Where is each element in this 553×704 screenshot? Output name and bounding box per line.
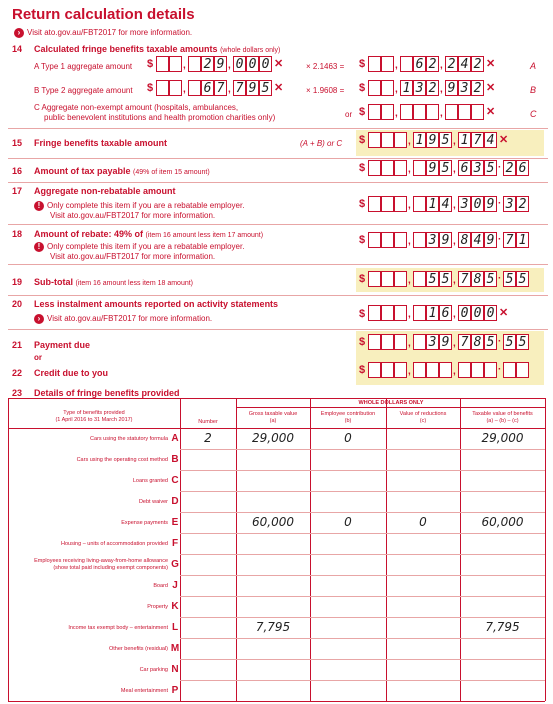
row-label: Debt waiver: [138, 499, 168, 505]
row-label: Loans granted: [132, 478, 168, 484]
thousands-separator: ,: [453, 236, 456, 247]
dollar-sign: $: [147, 58, 154, 70]
row-label: Cars using the operating cost method: [76, 457, 168, 463]
q17-number: 17: [12, 186, 23, 196]
row-label: Cars using the statutory formula: [90, 436, 168, 442]
digit-box[interactable]: 1: [413, 132, 426, 148]
row-label: Car parking: [139, 667, 168, 673]
q18-number: 18: [12, 229, 23, 239]
q19-label: Sub-total (item 16 amount less item 18 amount): [34, 277, 194, 287]
thousands-separator: ,: [408, 275, 411, 286]
row-letter: N: [171, 664, 179, 675]
thousands-separator: ,: [453, 164, 456, 175]
digit-box[interactable]: 5: [484, 334, 497, 350]
cents-box[interactable]: 6: [516, 160, 529, 176]
digit-box[interactable]: 5: [259, 80, 272, 96]
thousands-separator: ,: [440, 108, 443, 119]
table-cell-taxable[interactable]: 7,795: [485, 620, 520, 634]
digit-box[interactable]: [381, 132, 394, 148]
digit-box[interactable]: 9: [484, 232, 497, 248]
cross-mark-icon: ✕: [274, 82, 284, 94]
cents-box[interactable]: 2: [516, 196, 529, 212]
dollar-sign: $: [359, 308, 366, 320]
digit-box[interactable]: [381, 56, 394, 72]
decimal-point: ·: [498, 364, 502, 375]
or-label: or: [34, 353, 42, 362]
table-cell-gross[interactable]: 29,000: [252, 431, 294, 445]
table-line: [545, 398, 546, 701]
row-letter: E: [171, 517, 179, 528]
dollar-sign: $: [147, 82, 154, 94]
q14-c-label-2: public benevolent institutions and health promotion charities only): [44, 113, 276, 122]
thousands-separator: ,: [453, 309, 456, 320]
table-line: [8, 701, 545, 702]
digit-box[interactable]: [394, 160, 407, 176]
row-divider: [180, 596, 545, 597]
decimal-point: ·: [498, 234, 502, 245]
digit-box[interactable]: 8: [471, 271, 484, 287]
digit-box[interactable]: [368, 80, 381, 96]
row-divider: [180, 512, 545, 513]
digit-box[interactable]: [381, 80, 394, 96]
digit-box[interactable]: 2: [471, 80, 484, 96]
q18-visit-link[interactable]: Visit ato.gov.au/FBT2017 for more information.: [50, 252, 216, 261]
dollar-sign: $: [359, 364, 366, 376]
table-cell-gross[interactable]: 60,000: [252, 515, 294, 529]
digit-box[interactable]: [394, 271, 407, 287]
q14-label: Calculated fringe benefits taxable amounts (whole dollars only): [34, 44, 281, 54]
page-title: Return calculation details: [12, 6, 195, 23]
digit-box[interactable]: [169, 80, 182, 96]
digit-box[interactable]: [394, 362, 407, 378]
decimal-point: ·: [498, 198, 502, 209]
digit-box[interactable]: 0: [471, 196, 484, 212]
cents-box[interactable]: 2: [503, 160, 516, 176]
thousands-separator: ,: [440, 60, 443, 71]
thousands-separator: ,: [183, 60, 186, 71]
thousands-separator: ,: [228, 84, 231, 95]
digit-box[interactable]: [156, 56, 169, 72]
row-letter: D: [171, 496, 179, 507]
digit-box[interactable]: 4: [471, 232, 484, 248]
digit-box[interactable]: [400, 56, 413, 72]
dollar-sign: $: [359, 162, 366, 174]
cents-box[interactable]: 5: [503, 271, 516, 287]
digit-box[interactable]: [381, 305, 394, 321]
digit-box[interactable]: 1: [426, 196, 439, 212]
digit-box[interactable]: [413, 196, 426, 212]
thousands-separator: ,: [408, 338, 411, 349]
digit-box[interactable]: [381, 271, 394, 287]
digit-box[interactable]: [413, 271, 426, 287]
table-line: [8, 398, 545, 399]
digit-box[interactable]: 6: [439, 305, 452, 321]
digit-box[interactable]: 0: [471, 305, 484, 321]
q22-label: Credit due to you: [34, 368, 108, 378]
decimal-point: ·: [498, 273, 502, 284]
digit-box[interactable]: 3: [426, 232, 439, 248]
cross-mark-icon: ✕: [274, 58, 284, 70]
arrow-right-icon: ›: [14, 28, 24, 38]
digit-box[interactable]: [439, 362, 452, 378]
cents-box[interactable]: 5: [516, 334, 529, 350]
digit-box[interactable]: [394, 334, 407, 350]
q22-number: 22: [12, 368, 23, 378]
arrow-right-icon: ›: [34, 314, 44, 324]
digit-box[interactable]: [413, 334, 426, 350]
table-cell-number[interactable]: 2: [204, 431, 212, 445]
dollar-sign: $: [359, 336, 366, 348]
digit-box[interactable]: [413, 362, 426, 378]
table-cell-taxable[interactable]: 60,000: [481, 515, 524, 529]
digit-box[interactable]: [368, 362, 381, 378]
digit-box[interactable]: 6: [201, 80, 214, 96]
digit-box[interactable]: [400, 104, 413, 120]
digit-box[interactable]: 0: [259, 56, 272, 72]
digit-box[interactable]: [413, 305, 426, 321]
q14-c-label: C Aggregate non-exempt amount (hospitals, ambulances,: [34, 103, 239, 112]
thousands-separator: ,: [440, 84, 443, 95]
cross-mark-icon: ✕: [499, 307, 509, 319]
digit-box[interactable]: 6: [413, 56, 426, 72]
thousands-separator: ,: [453, 338, 456, 349]
reduction-sub: (c): [419, 418, 427, 424]
digit-box[interactable]: [368, 196, 381, 212]
digit-box[interactable]: [458, 104, 471, 120]
q23-number: 23: [12, 388, 23, 398]
table-cell-gross[interactable]: 7,795: [255, 620, 291, 634]
digit-box[interactable]: [426, 362, 439, 378]
digit-box[interactable]: 5: [426, 271, 439, 287]
table-line: [386, 398, 387, 701]
q20-visit-link[interactable]: › Visit ato.gov.au/FBT2017 for more information.: [34, 314, 212, 324]
thousands-separator: ,: [408, 236, 411, 247]
q14-number: 14: [12, 44, 23, 54]
q20-number: 20: [12, 299, 23, 309]
digit-box[interactable]: 5: [484, 271, 497, 287]
cross-mark-icon: ✕: [486, 58, 496, 70]
digit-box[interactable]: [394, 232, 407, 248]
table-cell-reduction[interactable]: 0: [419, 515, 427, 529]
digit-box[interactable]: 2: [426, 56, 439, 72]
digit-box[interactable]: [471, 362, 484, 378]
cents-box[interactable]: 1: [516, 232, 529, 248]
digit-box[interactable]: [381, 104, 394, 120]
thousands-separator: ,: [183, 84, 186, 95]
thousands-separator: ,: [453, 366, 456, 377]
digit-box[interactable]: 8: [458, 232, 471, 248]
thousands-separator: ,: [228, 60, 231, 71]
row-divider: [180, 659, 545, 660]
thousands-separator: ,: [395, 108, 398, 119]
q20-label: Less instalment amounts reported on activity statements: [34, 299, 279, 309]
thousands-separator: ,: [453, 275, 456, 286]
digit-box[interactable]: [413, 104, 426, 120]
digit-box[interactable]: [394, 196, 407, 212]
q16-number: 16: [12, 166, 23, 176]
digit-box[interactable]: 0: [233, 56, 246, 72]
thousands-separator: ,: [395, 60, 398, 71]
number-heading: Number: [198, 419, 218, 425]
q21-number: 21: [12, 340, 23, 350]
q14-letter-c: C: [530, 109, 537, 119]
digit-box[interactable]: [368, 271, 381, 287]
row-label: Income tax exempt body – entertainment: [68, 625, 168, 631]
digit-box[interactable]: 7: [458, 334, 471, 350]
digit-box[interactable]: 9: [426, 160, 439, 176]
digit-box[interactable]: [368, 56, 381, 72]
cents-box[interactable]: 7: [503, 232, 516, 248]
q15-number: 15: [12, 138, 23, 148]
digit-box[interactable]: 9: [439, 334, 452, 350]
digit-box[interactable]: [381, 232, 394, 248]
digit-box[interactable]: 7: [471, 132, 484, 148]
cents-box[interactable]: 3: [503, 196, 516, 212]
digit-box[interactable]: 9: [426, 132, 439, 148]
row-letter: M: [170, 643, 180, 654]
digit-box[interactable]: [368, 305, 381, 321]
type-period: (1 April 2016 to 31 March 2017): [55, 417, 133, 423]
contrib-sub: (b): [344, 418, 352, 424]
digit-box[interactable]: 9: [484, 196, 497, 212]
thousands-separator: ,: [408, 164, 411, 175]
q14-b-multiplier: × 1.9608 =: [306, 86, 345, 95]
row-label: Employees receiving living-away-from-home allowance: [34, 558, 168, 564]
alert-icon: !: [34, 201, 44, 211]
q15-formula: (A + B) or C: [300, 139, 343, 148]
row-divider: [180, 449, 545, 450]
table-cell-taxable[interactable]: 29,000: [481, 431, 524, 445]
digit-box[interactable]: 5: [439, 132, 452, 148]
row-label: Board: [153, 583, 168, 589]
digit-box[interactable]: [188, 80, 201, 96]
cross-mark-icon: ✕: [499, 134, 509, 146]
row-letter: B: [171, 454, 179, 465]
digit-box[interactable]: 4: [458, 56, 471, 72]
digit-box[interactable]: 8: [471, 334, 484, 350]
table-line: [236, 407, 545, 408]
digit-box[interactable]: [368, 334, 381, 350]
row-letter: A: [171, 433, 179, 444]
thousands-separator: ,: [408, 366, 411, 377]
digit-box[interactable]: 3: [458, 196, 471, 212]
row-divider: [180, 533, 545, 534]
row-divider: [180, 554, 545, 555]
row-divider: [180, 617, 545, 618]
row-label: Other benefits (residual): [109, 646, 168, 652]
row-label: Housing – units of accommodation provided: [60, 541, 168, 547]
dollar-sign: $: [359, 198, 366, 210]
q14-a-multiplier: × 2.1463 =: [306, 62, 345, 71]
row-divider: [180, 470, 545, 471]
digit-box[interactable]: 2: [445, 56, 458, 72]
cents-box[interactable]: 5: [503, 334, 516, 350]
digit-box[interactable]: 0: [458, 305, 471, 321]
table-line: [8, 398, 9, 701]
contrib-heading: Employee contribution: [320, 411, 376, 417]
table-line: [8, 428, 545, 429]
digit-box[interactable]: [169, 56, 182, 72]
digit-box[interactable]: 4: [484, 132, 497, 148]
digit-box[interactable]: [458, 362, 471, 378]
thousands-separator: ,: [408, 309, 411, 320]
dollar-sign: $: [359, 234, 366, 246]
digit-box[interactable]: 9: [246, 80, 259, 96]
gross-sub: (a): [269, 418, 277, 424]
digit-box[interactable]: [368, 160, 381, 176]
thousands-separator: ,: [408, 136, 411, 147]
q15-label: Fringe benefits taxable amount: [34, 138, 168, 148]
taxable-heading: Taxable value of benefits: [472, 411, 533, 417]
digit-box[interactable]: 9: [445, 80, 458, 96]
dollar-sign: $: [359, 82, 366, 94]
q14-c-or: or: [345, 110, 353, 119]
cents-box[interactable]: 5: [516, 271, 529, 287]
row-letter: G: [171, 559, 179, 570]
reduction-heading: Value of reductions: [399, 411, 447, 417]
whole-dollars-heading: WHOLE DOLLARS ONLY: [358, 400, 424, 406]
q16-label: Amount of tax payable (49% of item 15 amount): [34, 166, 210, 176]
q21-label: Payment due: [34, 340, 91, 350]
digit-box[interactable]: [368, 232, 381, 248]
row-letter: L: [171, 622, 179, 633]
digit-box[interactable]: 3: [413, 80, 426, 96]
digit-box[interactable]: 0: [246, 56, 259, 72]
digit-box[interactable]: 3: [426, 334, 439, 350]
digit-box[interactable]: [381, 160, 394, 176]
thousands-separator: ,: [453, 136, 456, 147]
thousands-separator: ,: [395, 84, 398, 95]
digit-box[interactable]: 3: [458, 80, 471, 96]
q17-visit-link[interactable]: Visit ato.gov.au/FBT2017 for more information.: [50, 211, 216, 220]
digit-box[interactable]: 2: [426, 80, 439, 96]
digit-box[interactable]: [381, 362, 394, 378]
digit-box[interactable]: 5: [439, 271, 452, 287]
row-divider: [180, 638, 545, 639]
digit-box[interactable]: 1: [426, 305, 439, 321]
digit-box[interactable]: 9: [214, 56, 227, 72]
q14-b-label: B Type 2 aggregate amount: [34, 86, 133, 95]
q17-info: ! Only complete this item if you are a rebatable employer.: [34, 201, 244, 211]
digit-box[interactable]: [413, 232, 426, 248]
row-letter: K: [171, 601, 179, 612]
dollar-sign: $: [359, 273, 366, 285]
digit-box[interactable]: 5: [484, 160, 497, 176]
digit-box[interactable]: [381, 334, 394, 350]
row-divider: [180, 680, 545, 681]
row-label: Expense payments: [121, 520, 168, 526]
row-label: Property: [147, 604, 168, 610]
taxable-sub: (a) – (b) – (c): [486, 418, 519, 424]
dollar-sign: $: [359, 58, 366, 70]
digit-box[interactable]: 5: [439, 160, 452, 176]
visit-link-top[interactable]: › Visit ato.gov.au/FBT2017 for more information.: [14, 28, 192, 38]
decimal-point: ·: [498, 162, 502, 173]
digit-box[interactable]: 1: [458, 132, 471, 148]
digit-box[interactable]: [156, 80, 169, 96]
row-letter: C: [171, 475, 179, 486]
table-cell-contrib[interactable]: 0: [344, 515, 352, 529]
digit-box[interactable]: [426, 104, 439, 120]
thousands-separator: ,: [453, 200, 456, 211]
q14-a-label: A Type 1 aggregate amount: [34, 62, 133, 71]
cents-box[interactable]: [503, 362, 516, 378]
digit-box[interactable]: [394, 305, 407, 321]
cents-box[interactable]: [516, 362, 529, 378]
digit-box[interactable]: 6: [458, 160, 471, 176]
row-label: Meal entertainment: [120, 688, 168, 694]
gross-heading: Gross taxable value: [248, 411, 298, 417]
q17-label: Aggregate non-rebatable amount: [34, 186, 176, 196]
row-divider: [180, 575, 545, 576]
q18-info: ! Only complete this item if you are a rebatable employer.: [34, 242, 244, 252]
digit-box[interactable]: [484, 362, 497, 378]
row-letter: F: [171, 538, 179, 549]
decimal-point: ·: [498, 336, 502, 347]
q18-label: Amount of rebate: 49% of (item 16 amount less item 17 amount): [34, 229, 264, 239]
digit-box[interactable]: [445, 104, 458, 120]
digit-box[interactable]: 9: [439, 232, 452, 248]
digit-box[interactable]: [394, 132, 407, 148]
digit-box[interactable]: 7: [458, 271, 471, 287]
q14-letter-b: B: [530, 85, 537, 95]
alert-icon: !: [34, 242, 44, 252]
q19-number: 19: [12, 277, 23, 287]
digit-box[interactable]: [368, 104, 381, 120]
row-label-note: (show total paid including exempt components): [53, 565, 168, 571]
digit-box[interactable]: [368, 132, 381, 148]
digit-box[interactable]: 7: [233, 80, 246, 96]
digit-box[interactable]: 4: [439, 196, 452, 212]
row-divider: [180, 491, 545, 492]
digit-box[interactable]: 0: [484, 305, 497, 321]
row-letter: P: [171, 685, 179, 696]
digit-box[interactable]: 2: [201, 56, 214, 72]
row-letter: J: [172, 580, 178, 591]
dollar-sign: $: [359, 134, 366, 146]
digit-box[interactable]: 7: [214, 80, 227, 96]
dollar-sign: $: [359, 106, 366, 118]
digit-box[interactable]: 3: [471, 160, 484, 176]
table-cell-contrib[interactable]: 0: [344, 431, 352, 445]
digit-box[interactable]: 2: [471, 56, 484, 72]
digit-box[interactable]: [471, 104, 484, 120]
q23-label: Details of fringe benefits provided: [34, 388, 180, 398]
cross-mark-icon: ✕: [486, 106, 496, 118]
type-heading: Type of benefits provided: [63, 410, 125, 416]
digit-box[interactable]: [188, 56, 201, 72]
cross-mark-icon: ✕: [486, 82, 496, 94]
thousands-separator: ,: [408, 200, 411, 211]
q14-letter-a: A: [530, 61, 537, 71]
digit-box[interactable]: [413, 160, 426, 176]
digit-box[interactable]: [381, 196, 394, 212]
digit-box[interactable]: 1: [400, 80, 413, 96]
